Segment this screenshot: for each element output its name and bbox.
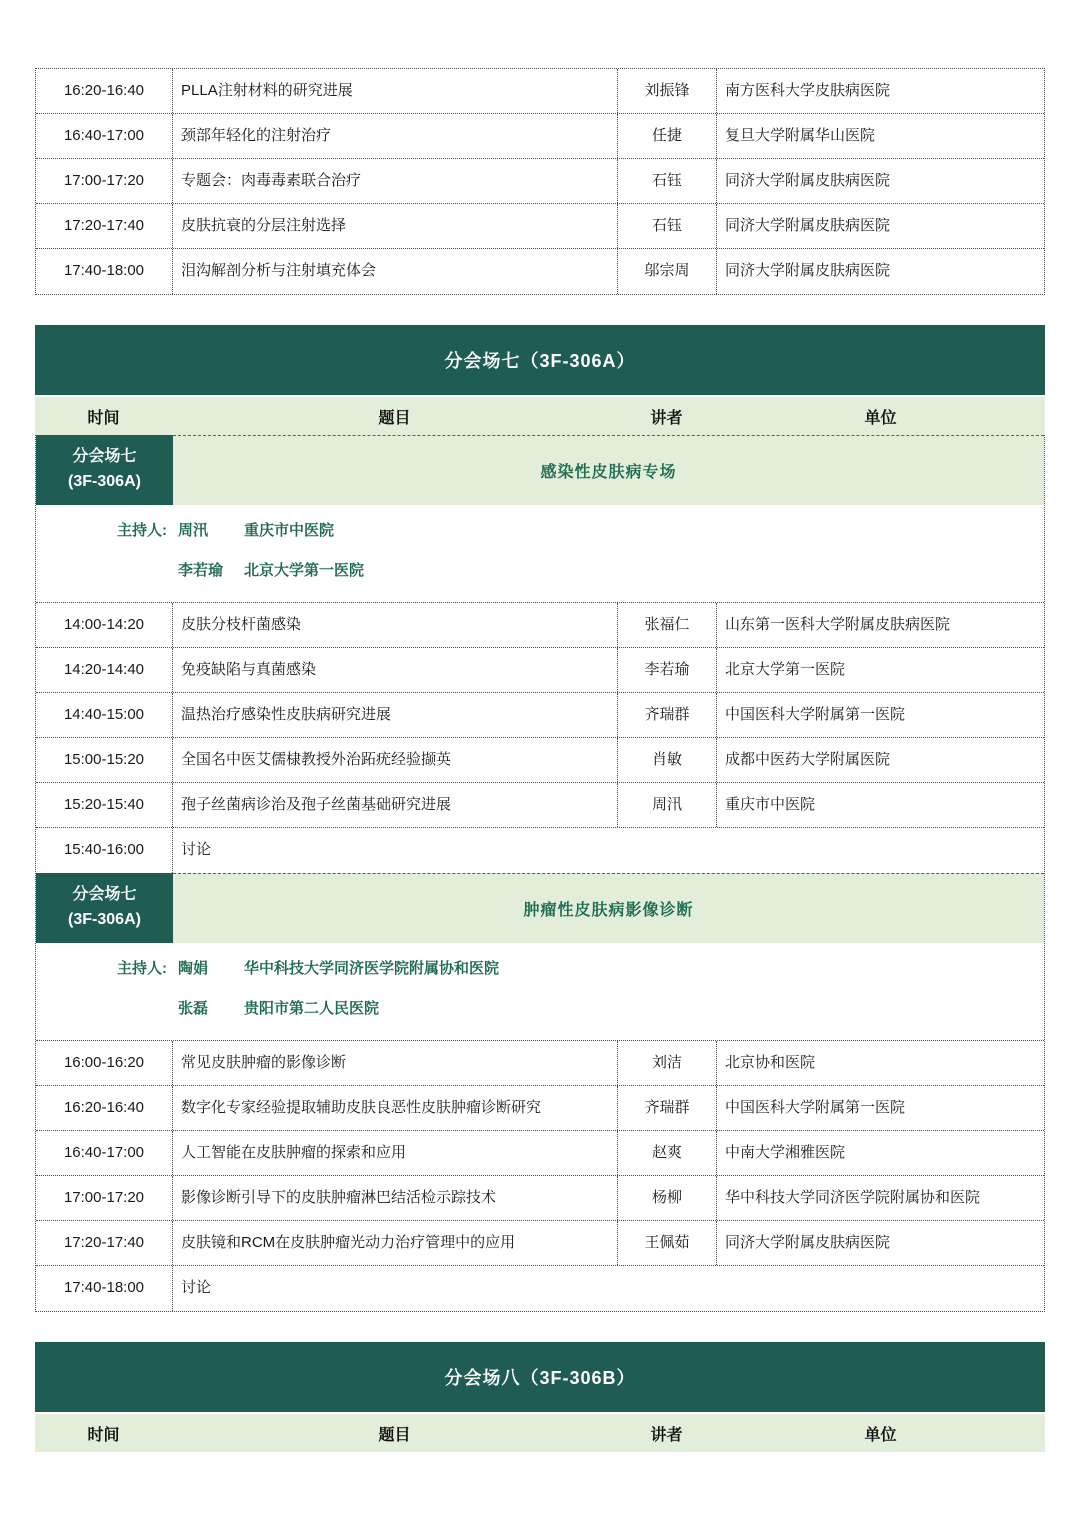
- moderator-name: 周汛: [178, 522, 209, 539]
- cell-time: 16:20-16:40: [36, 1086, 173, 1130]
- cell-speaker: 邬宗周: [618, 249, 717, 294]
- room-number: (3F-306A): [68, 911, 141, 928]
- moderator-unit: 北京大学第一医院: [244, 561, 365, 579]
- cell-unit: 北京大学第一医院: [725, 660, 846, 678]
- cell-title: 讨论: [181, 1279, 212, 1297]
- moderator-unit: 贵阳市第二人民医院: [244, 999, 380, 1017]
- moderator-name: 李若瑜: [178, 561, 224, 579]
- column-unit: 单位: [864, 409, 897, 427]
- cell-time: 15:20-15:40: [36, 783, 173, 827]
- cell-time: 16:00-16:20: [36, 1041, 173, 1085]
- cell-time: 14:20-14:40: [36, 648, 173, 692]
- top-table: [35, 68, 1045, 295]
- cell-speaker: 石钰: [618, 159, 717, 203]
- moderator-line: [36, 959, 1044, 979]
- table-row: [36, 783, 1044, 828]
- room-name: 分会场七: [72, 886, 137, 904]
- cell-unit: 同济大学附属皮肤病医院: [725, 171, 891, 189]
- cell-time: 14:00-14:20: [36, 603, 173, 647]
- cell-unit: 中国医科大学附属第一医院: [725, 705, 906, 723]
- session-8: [35, 1342, 1045, 1452]
- cell-unit: 华中科技大学同济医学院附属协和医院: [725, 1188, 981, 1206]
- cell-time: 17:40-18:00: [36, 1266, 173, 1311]
- table-row: [36, 1131, 1044, 1176]
- cell-speaker: 张福仁: [618, 603, 717, 647]
- cell-speaker: 齐瑞群: [618, 693, 717, 737]
- cell-unit: 成都中医药大学附属医院: [725, 750, 891, 768]
- table-row: [36, 693, 1044, 738]
- cell-time: 17:40-18:00: [36, 249, 173, 294]
- cell-title: 皮肤分枝杆菌感染: [173, 603, 618, 647]
- column-speaker: 讲者: [650, 1426, 683, 1444]
- table-row: [36, 69, 1044, 114]
- cell-time: 17:00-17:20: [36, 159, 173, 203]
- moderator-unit: 华中科技大学同济医学院附属协和医院: [244, 960, 500, 977]
- session-7-banner: 分会场七（3F-306A）: [35, 325, 1045, 395]
- moderators-infection: [36, 505, 1044, 603]
- cell-unit: 同济大学附属皮肤病医院: [725, 262, 891, 280]
- cell-speaker: 李若瑜: [618, 648, 717, 692]
- column-speaker: 讲者: [650, 409, 683, 427]
- table-row: [36, 1266, 1044, 1311]
- cell-speaker: 刘振锋: [618, 69, 717, 113]
- cell-unit: 南方医科大学皮肤病医院: [725, 81, 891, 99]
- cell-speaker: 王佩茹: [618, 1221, 717, 1265]
- column-unit: 单位: [864, 1426, 897, 1444]
- cell-time: 15:00-15:20: [36, 738, 173, 782]
- moderator-name: 张磊: [178, 999, 209, 1017]
- cell-unit: 北京协和医院: [725, 1053, 816, 1071]
- cell-unit: 重庆市中医院: [725, 795, 816, 813]
- cell-title: 讨论: [181, 841, 212, 859]
- column-title: 题目: [378, 409, 411, 427]
- session-7-column-header: [35, 397, 1045, 435]
- cell-speaker: 赵爽: [618, 1131, 717, 1175]
- rows-infection: [36, 603, 1044, 873]
- moderator-name: 陶娟: [178, 960, 209, 977]
- rows-tumor-imaging: [36, 1041, 1044, 1311]
- session-7: [35, 325, 1045, 1312]
- room-block: [36, 873, 173, 943]
- room-number: (3F-306A): [68, 473, 141, 490]
- cell-title: 温热治疗感染性皮肤病研究进展: [173, 693, 618, 737]
- table-row: [36, 1086, 1044, 1131]
- cell-title: PLLA注射材料的研究进展: [173, 69, 618, 113]
- table-row: [36, 828, 1044, 873]
- cell-time: 17:20-17:40: [36, 1221, 173, 1265]
- program-page: [35, 0, 1045, 1452]
- cell-time: 14:40-15:00: [36, 693, 173, 737]
- session-8-banner: 分会场八（3F-306B）: [35, 1342, 1045, 1412]
- cell-time: 16:40-17:00: [36, 114, 173, 158]
- cell-time: 17:20-17:40: [36, 204, 173, 248]
- cell-time: 15:40-16:00: [36, 828, 173, 873]
- cell-title: 皮肤抗衰的分层注射选择: [173, 204, 618, 248]
- cell-speaker: 石钰: [618, 204, 717, 248]
- table-row: [36, 603, 1044, 648]
- table-row: [36, 159, 1044, 204]
- cell-unit: 同济大学附属皮肤病医院: [725, 1233, 891, 1251]
- section-tumor-imaging: [36, 873, 1044, 943]
- moderator-line: [36, 521, 1044, 541]
- cell-title: 全国名中医艾儒棣教授外治跖疣经验撷英: [173, 738, 618, 782]
- cell-speaker: 周汛: [618, 783, 717, 827]
- moderator-unit: 重庆市中医院: [244, 522, 335, 539]
- moderator-line: [36, 999, 1044, 1019]
- table-row: [36, 648, 1044, 693]
- section-topic: 感染性皮肤病专场: [173, 435, 1044, 505]
- cell-time: 17:00-17:20: [36, 1176, 173, 1220]
- moderator-label: 主持人:: [117, 960, 167, 977]
- section-topic: 肿瘤性皮肤病影像诊断: [173, 873, 1044, 943]
- session-7-body: [35, 435, 1045, 1312]
- column-title: 题目: [378, 1426, 411, 1444]
- column-time: 时间: [87, 409, 120, 427]
- section-infection: [36, 435, 1044, 505]
- cell-title: 常见皮肤肿瘤的影像诊断: [173, 1041, 618, 1085]
- cell-speaker: 齐瑞群: [618, 1086, 717, 1130]
- cell-title: 颈部年轻化的注射治疗: [173, 114, 618, 158]
- cell-title: 专题会：肉毒毒素联合治疗: [173, 159, 618, 203]
- table-row: [36, 249, 1044, 294]
- cell-unit: 山东第一医科大学附属皮肤病医院: [725, 615, 951, 633]
- cell-title: 泪沟解剖分析与注射填充体会: [173, 249, 618, 294]
- table-row: [36, 114, 1044, 159]
- cell-title: 影像诊断引导下的皮肤肿瘤淋巴结活检示踪技术: [173, 1176, 618, 1220]
- cell-unit: 中国医科大学附属第一医院: [725, 1098, 906, 1116]
- table-row: [36, 738, 1044, 783]
- cell-title: 数字化专家经验提取辅助皮肤良恶性皮肤肿瘤诊断研究: [173, 1086, 618, 1130]
- room-block: [36, 435, 173, 505]
- cell-unit: 复旦大学附属华山医院: [725, 126, 876, 144]
- table-row: [36, 1041, 1044, 1086]
- cell-title: 皮肤镜和RCM在皮肤肿瘤光动力治疗管理中的应用: [173, 1221, 618, 1265]
- cell-speaker: 杨柳: [618, 1176, 717, 1220]
- cell-title: 免疫缺陷与真菌感染: [173, 648, 618, 692]
- moderators-tumor-imaging: [36, 943, 1044, 1041]
- table-row: [36, 1176, 1044, 1221]
- cell-speaker: 任捷: [618, 114, 717, 158]
- section-gap: [35, 1312, 1045, 1342]
- moderator-line: [36, 561, 1044, 581]
- cell-time: 16:20-16:40: [36, 69, 173, 113]
- session-8-column-header: [35, 1414, 1045, 1452]
- moderator-label: 主持人:: [117, 522, 167, 539]
- cell-speaker: 肖敏: [618, 738, 717, 782]
- cell-title: 人工智能在皮肤肿瘤的探索和应用: [173, 1131, 618, 1175]
- table-row: [36, 1221, 1044, 1266]
- cell-speaker: 刘洁: [618, 1041, 717, 1085]
- cell-time: 16:40-17:00: [36, 1131, 173, 1175]
- room-name: 分会场七: [72, 448, 137, 466]
- column-time: 时间: [87, 1426, 120, 1444]
- cell-title: 孢子丝菌病诊治及孢子丝菌基础研究进展: [173, 783, 618, 827]
- table-row: [36, 204, 1044, 249]
- cell-unit: 中南大学湘雅医院: [725, 1143, 846, 1161]
- cell-unit: 同济大学附属皮肤病医院: [725, 216, 891, 234]
